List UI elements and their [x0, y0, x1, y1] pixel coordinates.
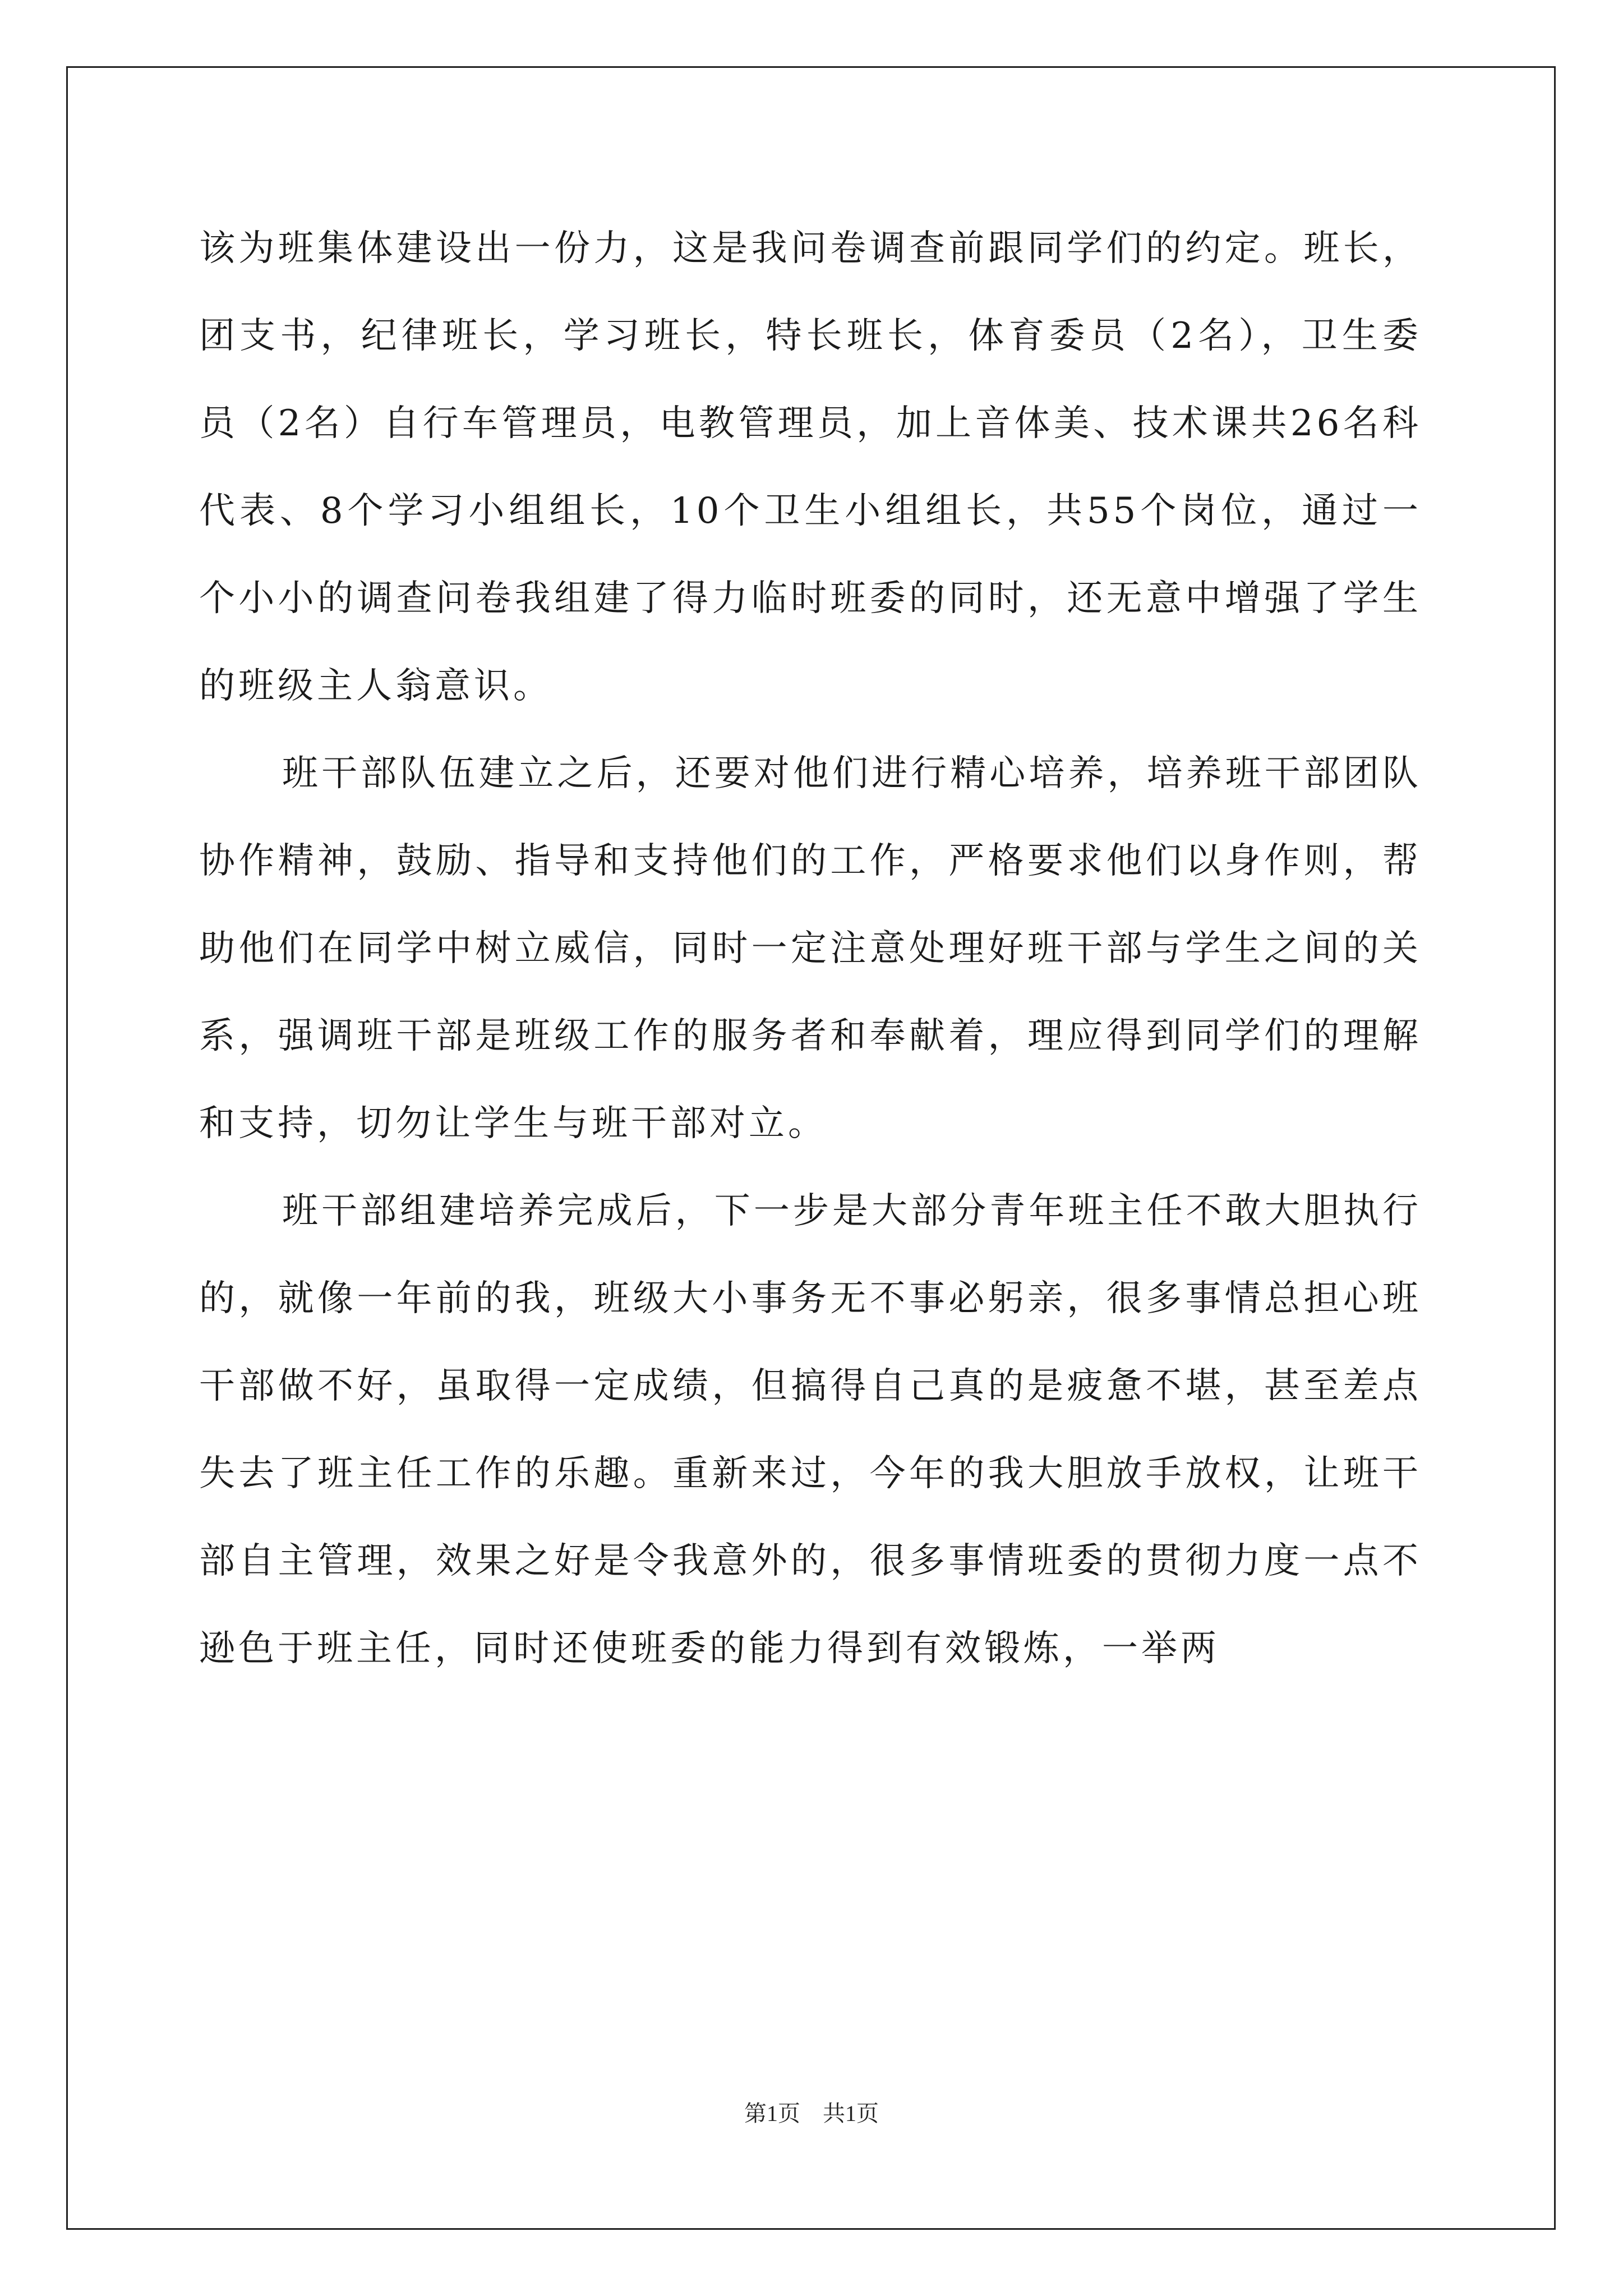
page-number-current: 第1页: [744, 2101, 800, 2126]
paragraph-1: 该为班集体建设出一份力，这是我问卷调查前跟同学们的约定。班长，团支书，纪律班长，学习班长，特长班长，体育委员（2名），卫生委员（2名）自行车管理员，电教管理员，加上音体美、技术课共26名科代表、8个学习小组组长，10个卫生小组组长，共55个岗位，通过一个小小的调查问卷我组建了得力临时班委的同时，还无意中增强了学生的班级主人翁意识。: [199, 228, 1422, 707]
page-number-total: 共1页: [823, 2101, 879, 2126]
paragraph-2: 班干部队伍建立之后，还要对他们进行精心培养，培养班干部团队协作精神，鼓励、指导和支持他们的工作，严格要求他们以身作则，帮助他们在同学中树立威信，同时一定注意处理好班干部与学生之间的关系，强调班干部是班级工作的服务者和奉献着，理应得到同学们的理解和支持，切勿让学生与班干部对立。: [199, 753, 1422, 1144]
paragraph-3: 班干部组建培养完成后，下一步是大部分青年班主任不敢大胆执行的，就像一年前的我，班级大小事务无不事必躬亲，很多事情总担心班干部做不好，虽取得一定成绩，但搞得自己真的是疲惫不堪，甚至差点失去了班主任工作的乐趣。重新来过，今年的我大胆放手放权，让班干部自主管理，效果之好是令我意外的，很多事情班委的贯彻力度一点不逊色于班主任，同时还使班委的能力得到有效锻炼，一举两: [199, 1190, 1422, 1669]
page-footer: [0, 2096, 1623, 2128]
document-body: [199, 205, 1422, 1692]
